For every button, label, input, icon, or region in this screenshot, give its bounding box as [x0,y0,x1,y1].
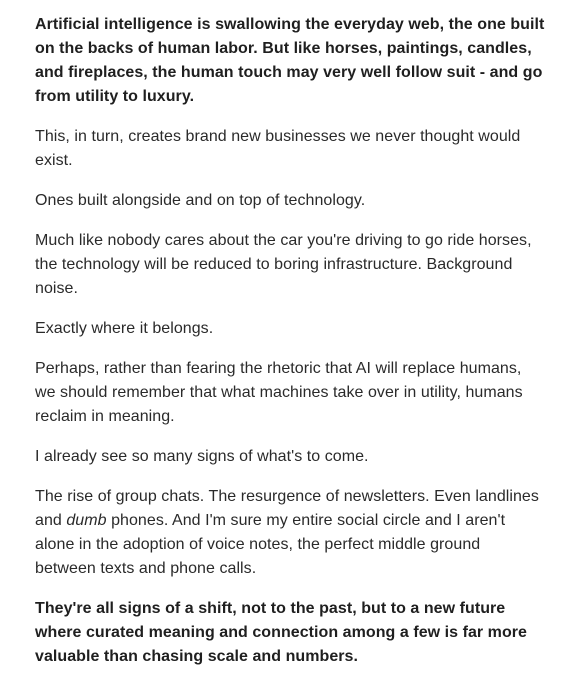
paragraph-boring-infrastructure: Much like nobody cares about the car you're driving to go ride horses, the technology will be reduced to boring infrastructure. Background noise. [35,232,532,297]
paragraph-group-chats-text-2: phones. And I'm sure my entire social circle and I aren't alone in the adoption of voice notes, the perfect middle ground between texts and phone calls. [35,512,506,577]
paragraph-signs-to-come: I already see so many signs of what's to come. [35,448,369,465]
paragraph-reclaim-meaning: Perhaps, rather than fearing the rhetoric that AI will replace humans, we should remember that what machines take over in utility, humans reclaim in meaning. [35,360,523,425]
paragraph-where-it-belongs: Exactly where it belongs. [35,320,214,337]
paragraph-alongside-technology: Ones built alongside and on top of technology. [35,192,366,209]
paragraph-group-chats-text-1: The rise of group chats. The resurgence of newsletters. Even landlines and [35,488,539,529]
paragraph-conclusion: They're all signs of a shift, not to the past, but to a new future where curated meaning and connection among a few is far more valuable than chasing scale and numbers. [35,600,527,665]
paragraph-new-businesses: This, in turn, creates brand new businesses we never thought would exist. [35,128,521,169]
paragraph-intro: Artificial intelligence is swallowing the everyday web, the one built on the backs of human labor. But like horses, paintings, candles, and fireplaces, the human touch may very well follow suit - and go from utility to luxury. [35,16,545,105]
paragraph-group-chats-emphasis: dumb [66,512,107,529]
paragraph-group-chats [35,485,545,581]
